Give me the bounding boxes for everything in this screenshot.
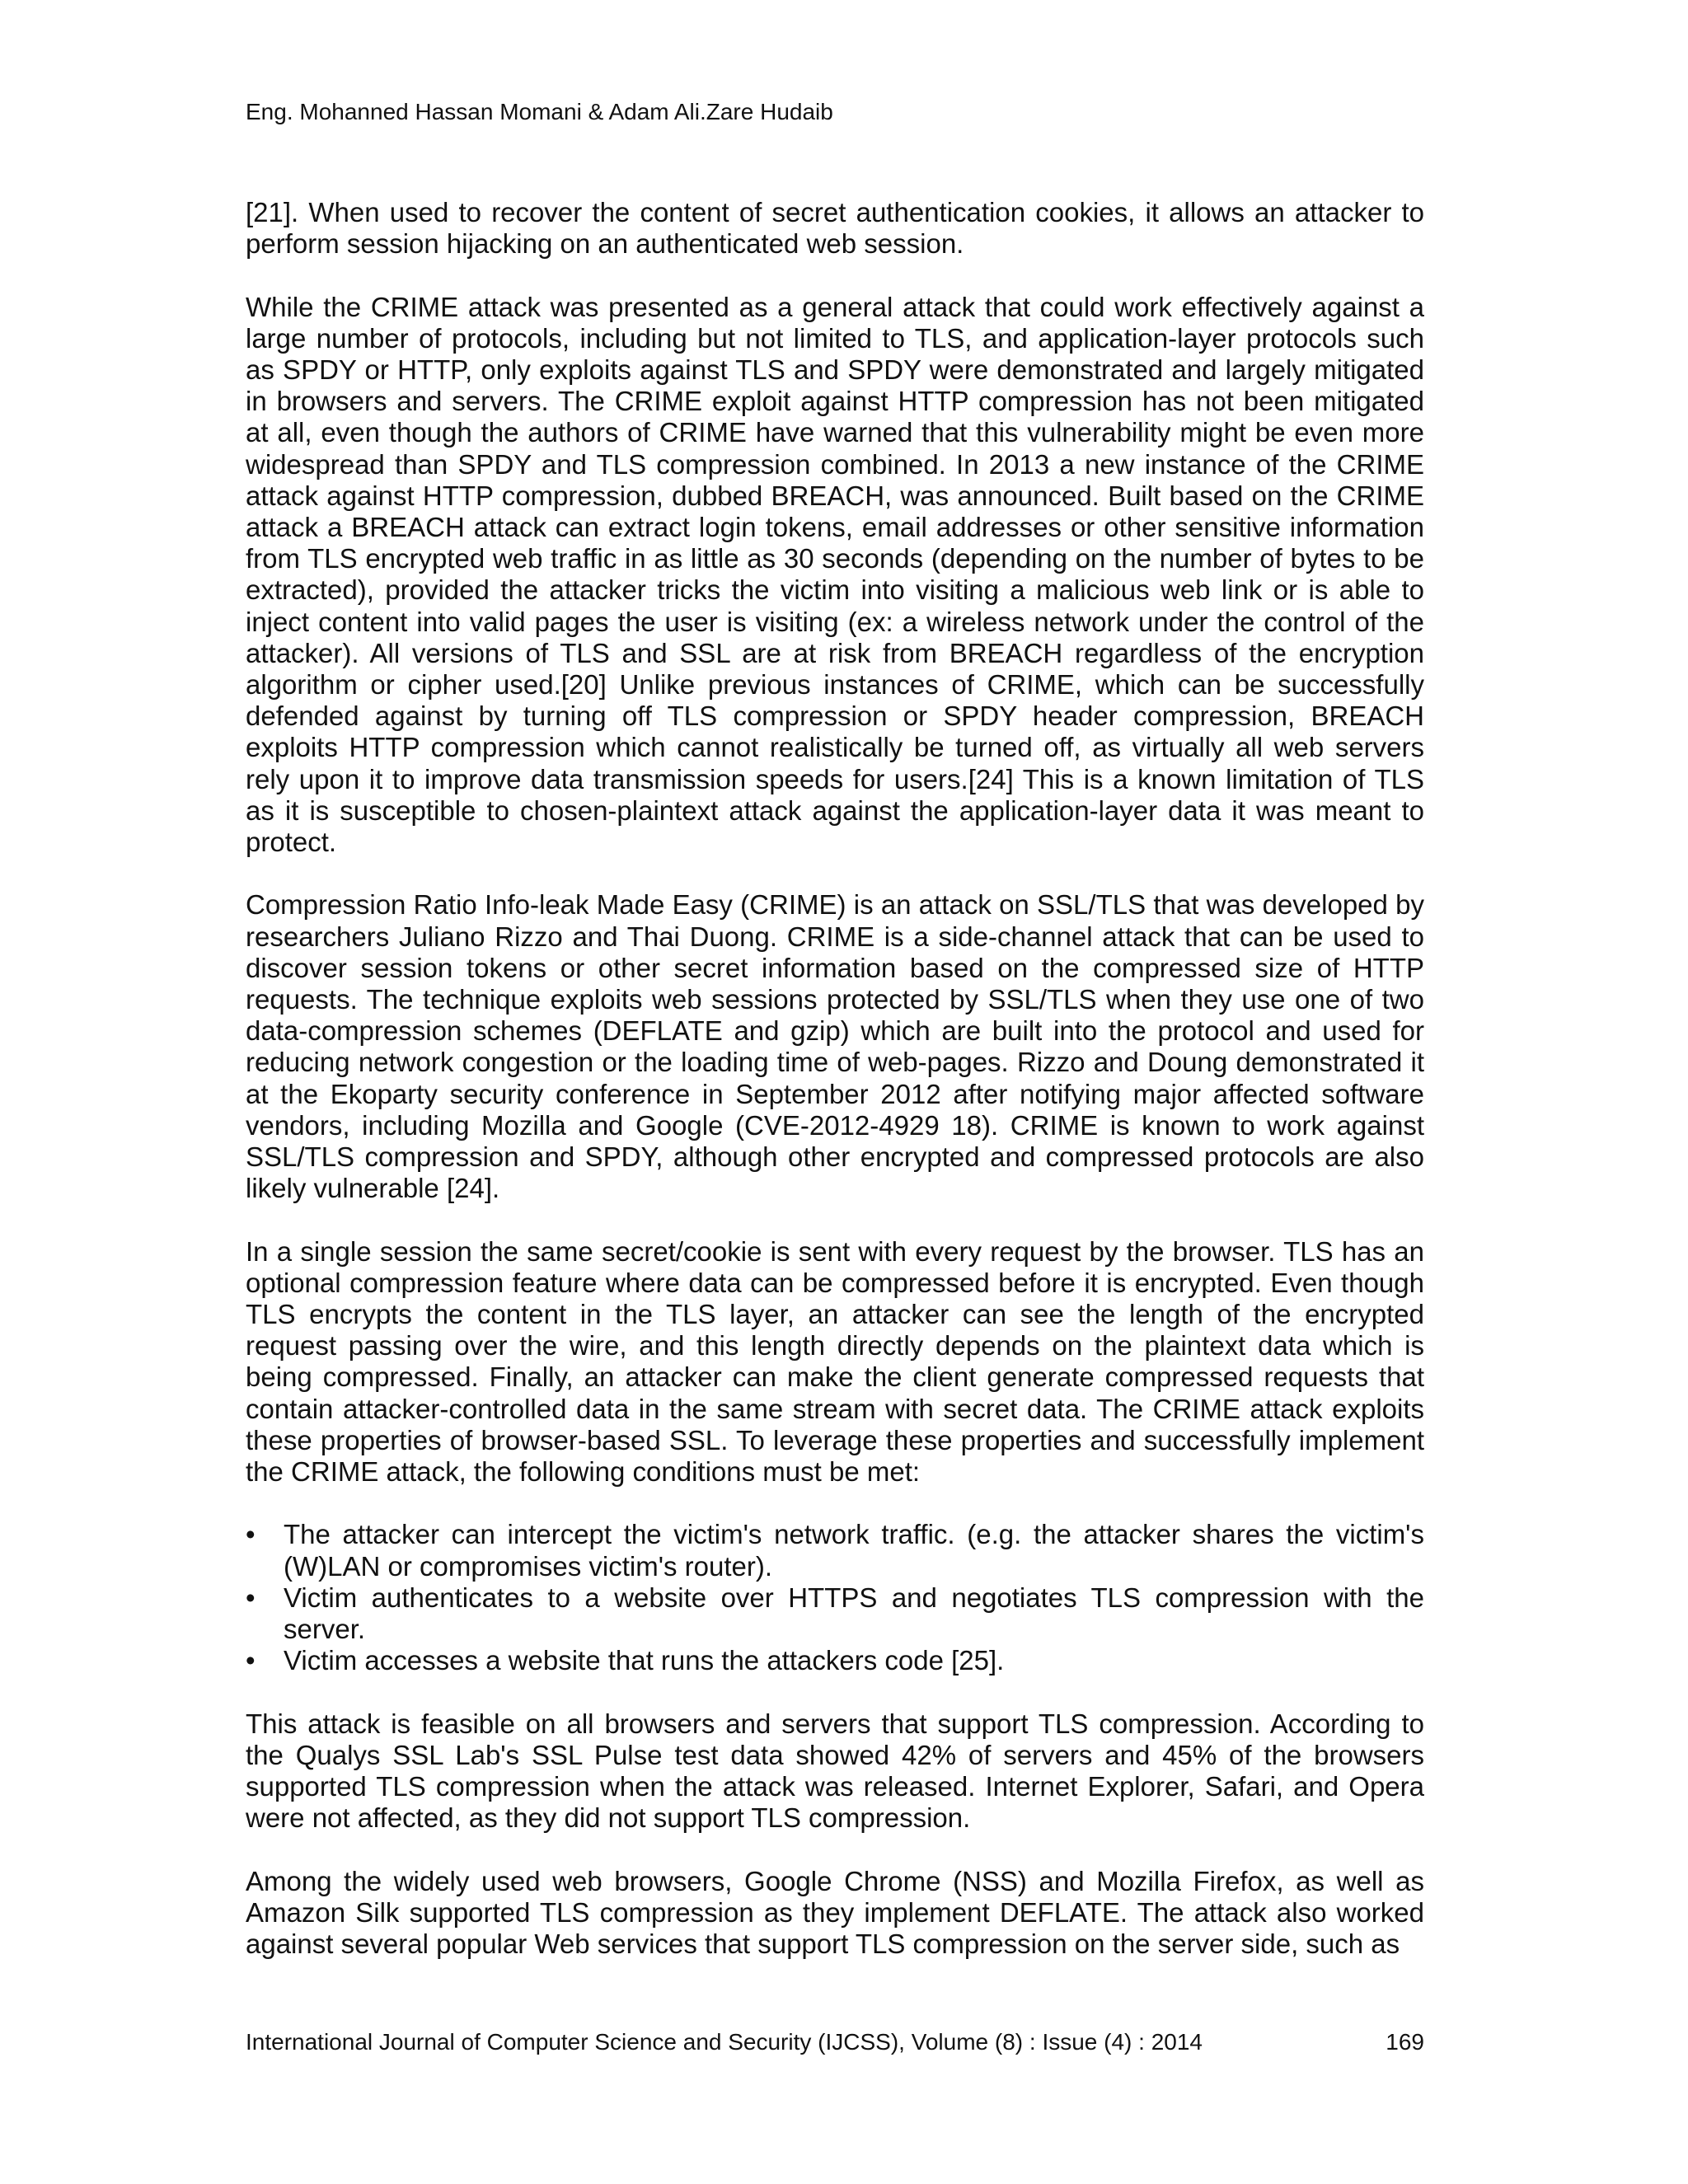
article-body <box>246 197 1424 1991</box>
list-item <box>246 1582 1424 1645</box>
list-item-text: Victim accesses a website that runs the attackers code [25]. <box>284 1645 1005 1676</box>
list-item <box>246 1519 1424 1582</box>
paragraph-tls-compression-support: This attack is feasible on all browsers and servers that support TLS compression. According to the Qualys SSL Lab's SSL Pulse test data showed 42% of servers and 45% of the browsers supported TLS compression when the attack was released. Internet Explorer, Safari, and Opera were not affected, as they did not support TLS compression. <box>246 1708 1424 1834</box>
paragraph-breach-overview: While the CRIME attack was presented as a general attack that could work effectively against a large number of protocols, including but not limited to TLS, and application-layer protocols such as SPDY or HTTP, only exploits against TLS and SPDY were demonstrated and largely mitigated in browsers and servers. The CRIME exploit against HTTP compression has not been mitigated at all, even though the authors of CRIME have warned that this vulnerability might be even more widespread than SPDY and TLS compression combined. In 2013 a new instance of the CRIME attack against HTTP compression, dubbed BREACH, was announced. Built based on the CRIME attack a BREACH attack can extract login tokens, email addresses or other sensitive information from TLS encrypted web traffic in as little as 30 seconds (depending on the number of bytes to be extracted), provided the attacker tricks the victim into visiting a malicious web link or is able to inject content into valid pages the user is visiting (ex: a wireless network under the control of the attacker). All versions of TLS and SSL are at risk from BREACH regardless of the encryption algorithm or cipher used.[20] Unlike previous instances of CRIME, which can be successfully defended against by turning off TLS compression or SPDY header compression, BREACH exploits HTTP compression which cannot realistically be turned off, as virtually all web servers rely upon it to improve data transmission speeds for users.[24] This is a known limitation of TLS as it is susceptible to chosen-plaintext attack against the application-layer data it was meant to protect. <box>246 291 1424 858</box>
attack-conditions-list <box>246 1519 1424 1676</box>
list-item-text: Victim authenticates to a website over HTTPS and negotiates TLS compression with the server. <box>284 1582 1424 1645</box>
list-item <box>246 1645 1424 1676</box>
bullet-icon: • <box>246 1582 256 1613</box>
paragraph-crime-mechanism: In a single session the same secret/cookie is sent with every request by the browser. TLS has an optional compression feature where data can be compressed before it is encrypted. Even though TLS encrypts the content in the TLS layer, an attacker can see the length of the encrypted request passing over the wire, and this length directly depends on the plaintext data which is being compressed. Finally, an attacker can make the client generate compressed requests that contain attacker-controlled data in the same stream with secret data. The CRIME attack exploits these properties of browser-based SSL. To leverage these properties and successfully implement the CRIME attack, the following conditions must be met: <box>246 1235 1424 1488</box>
bullet-icon: • <box>246 1519 256 1550</box>
paragraph-crime-definition: Compression Ratio Info-leak Made Easy (CRIME) is an attack on SSL/TLS that was developed by researchers Juliano Rizzo and Thai Duong. CRIME is a side-channel attack that can be used to discover session tokens or other secret information based on the compressed size of HTTP requests. The technique exploits web sessions protected by SSL/TLS when they use one of two data-compression schemes (DEFLATE and gzip) which are built into the protocol and used for reducing network congestion or the loading time of web-pages. Rizzo and Doung demonstrated it at the Ekoparty security conference in September 2012 after notifying major affected software vendors, including Mozilla and Google (CVE-2012-4929 18). CRIME is known to work against SSL/TLS compression and SPDY, although other encrypted and compressed protocols are also likely vulnerable [24]. <box>246 889 1424 1204</box>
paragraph-crime-cookie-hijack: [21]. When used to recover the content of secret authentication cookies, it allows an attacker to perform session hijacking on an authenticated web session. <box>246 197 1424 260</box>
list-item-text: The attacker can intercept the victim's network traffic. (e.g. the attacker shares the victim's (W)LAN or compromises victim's router). <box>284 1519 1424 1582</box>
footer-journal-citation: International Journal of Computer Science and Security (IJCSS), Volume (8) : Issue (4) : 2014 <box>246 2029 1203 2055</box>
page-header-authors: Eng. Mohanned Hassan Momani & Adam Ali.Zare Hudaib <box>246 99 833 124</box>
page-number: 169 <box>1386 2029 1424 2055</box>
bullet-icon: • <box>246 1645 256 1676</box>
paragraph-browsers-deflate: Among the widely used web browsers, Google Chrome (NSS) and Mozilla Firefox, as well as Amazon Silk supported TLS compression as they implement DEFLATE. The attack also worked against several popular Web services that support TLS compression on the server side, such as <box>246 1865 1424 1960</box>
